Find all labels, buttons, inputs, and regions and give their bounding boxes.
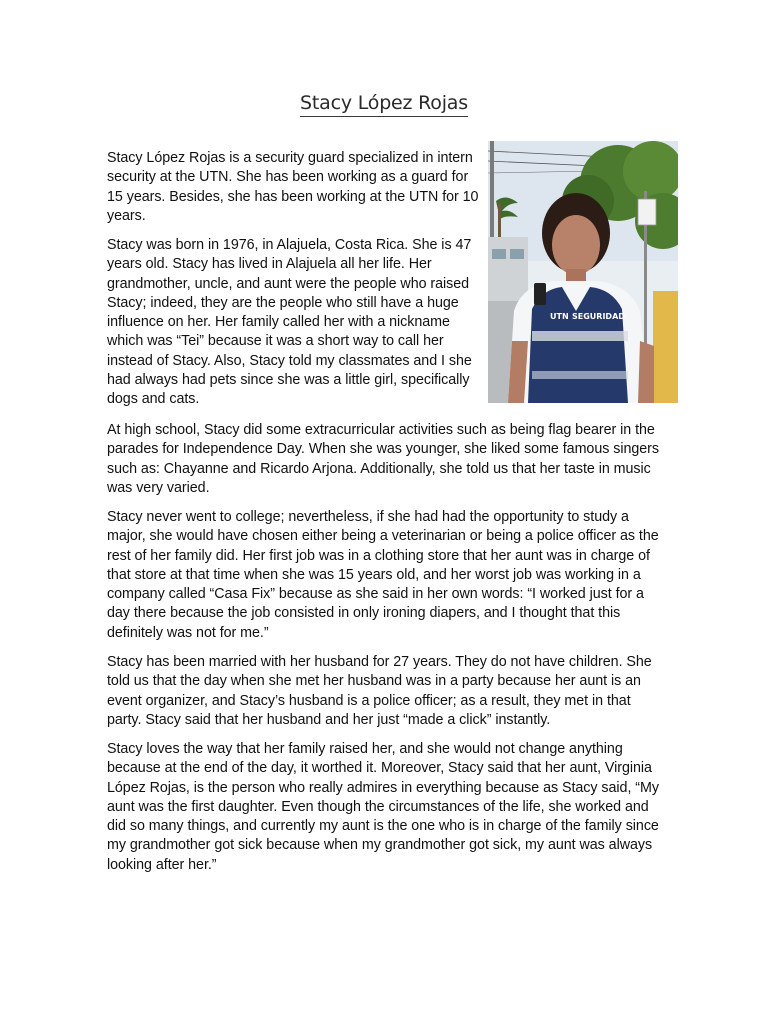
svg-text:UTN: UTN [550,312,569,321]
paragraph-marriage: Stacy has been married with her husband for 27 years. They do not have children. She told us that the day when she met her husband was in a party because her aunt is an event organizer, and Stacy’s husband is a police officer; as a result, they met in that party. Stacy said that her husband and her just “made a click” instantly. [107,654,652,728]
paragraph-intro: Stacy López Rojas is a security guard specialized in intern security at the UTN. She has been working as a guard for 15 years. Besides, she has been working at the UTN for 10 years. [107,150,479,224]
paragraph-high-school: At high school, Stacy did some extracurricular activities such as being flag bearer in the parades for Independence Day. When she was younger, she liked some famous singers such as: Chayanne and Ricardo Arjona. Additionally, she told us that her taste in music was very varied. [107,422,659,496]
paragraph-background: Stacy was born in 1976, in Alajuela, Costa Rica. She is 47 years old. Stacy has lived in Alajuela all her life. Her grandmother, uncle, and aunt were the people who raised Stacy; indeed, they are the people who still have a huge influence on her. Her family called her with a nickname which was “Tei” because it was a short way to call her instead of Stacy. Also, Stacy told my classmates and I she had always had pets since she was a little girl, specifically dogs and cats. [107,237,472,408]
portrait-photo [488,141,678,403]
paragraph-family: Stacy loves the way that her family raised her, and she would not change anything because at the end of the day, it worthed it. Moreover, Stacy said that her aunt, Virginia López Rojas, is the person who really admires in everything because as Stacy said, “My aunt was the first daughter. Even though the circumstances of the life, she worked and did so many things, and currently my aunt is the one who is in charge of the family since my grandmother got sick because when my grandmother got sick, my aunt was always looking after her.” [107,741,659,873]
title-text: Stacy López Rojas [300,92,468,117]
svg-text:SEGURIDAD: SEGURIDAD [572,312,625,321]
document-title [0,92,768,114]
paragraph-career: Stacy never went to college; nevertheless, if she had had the opportunity to study a major, she would have chosen either being a veterinarian or being a police officer as the rest of her family did. Her first job was in a clothing store that her aunt was in charge of that store at that time when she was 15 years old, and her worst job was working in a company called “Casa Fix” because as she said in her own words: “I worked just for a day there because the job consisted in only ironing diapers, and I thought that this definitely was not for me.” [107,509,659,641]
